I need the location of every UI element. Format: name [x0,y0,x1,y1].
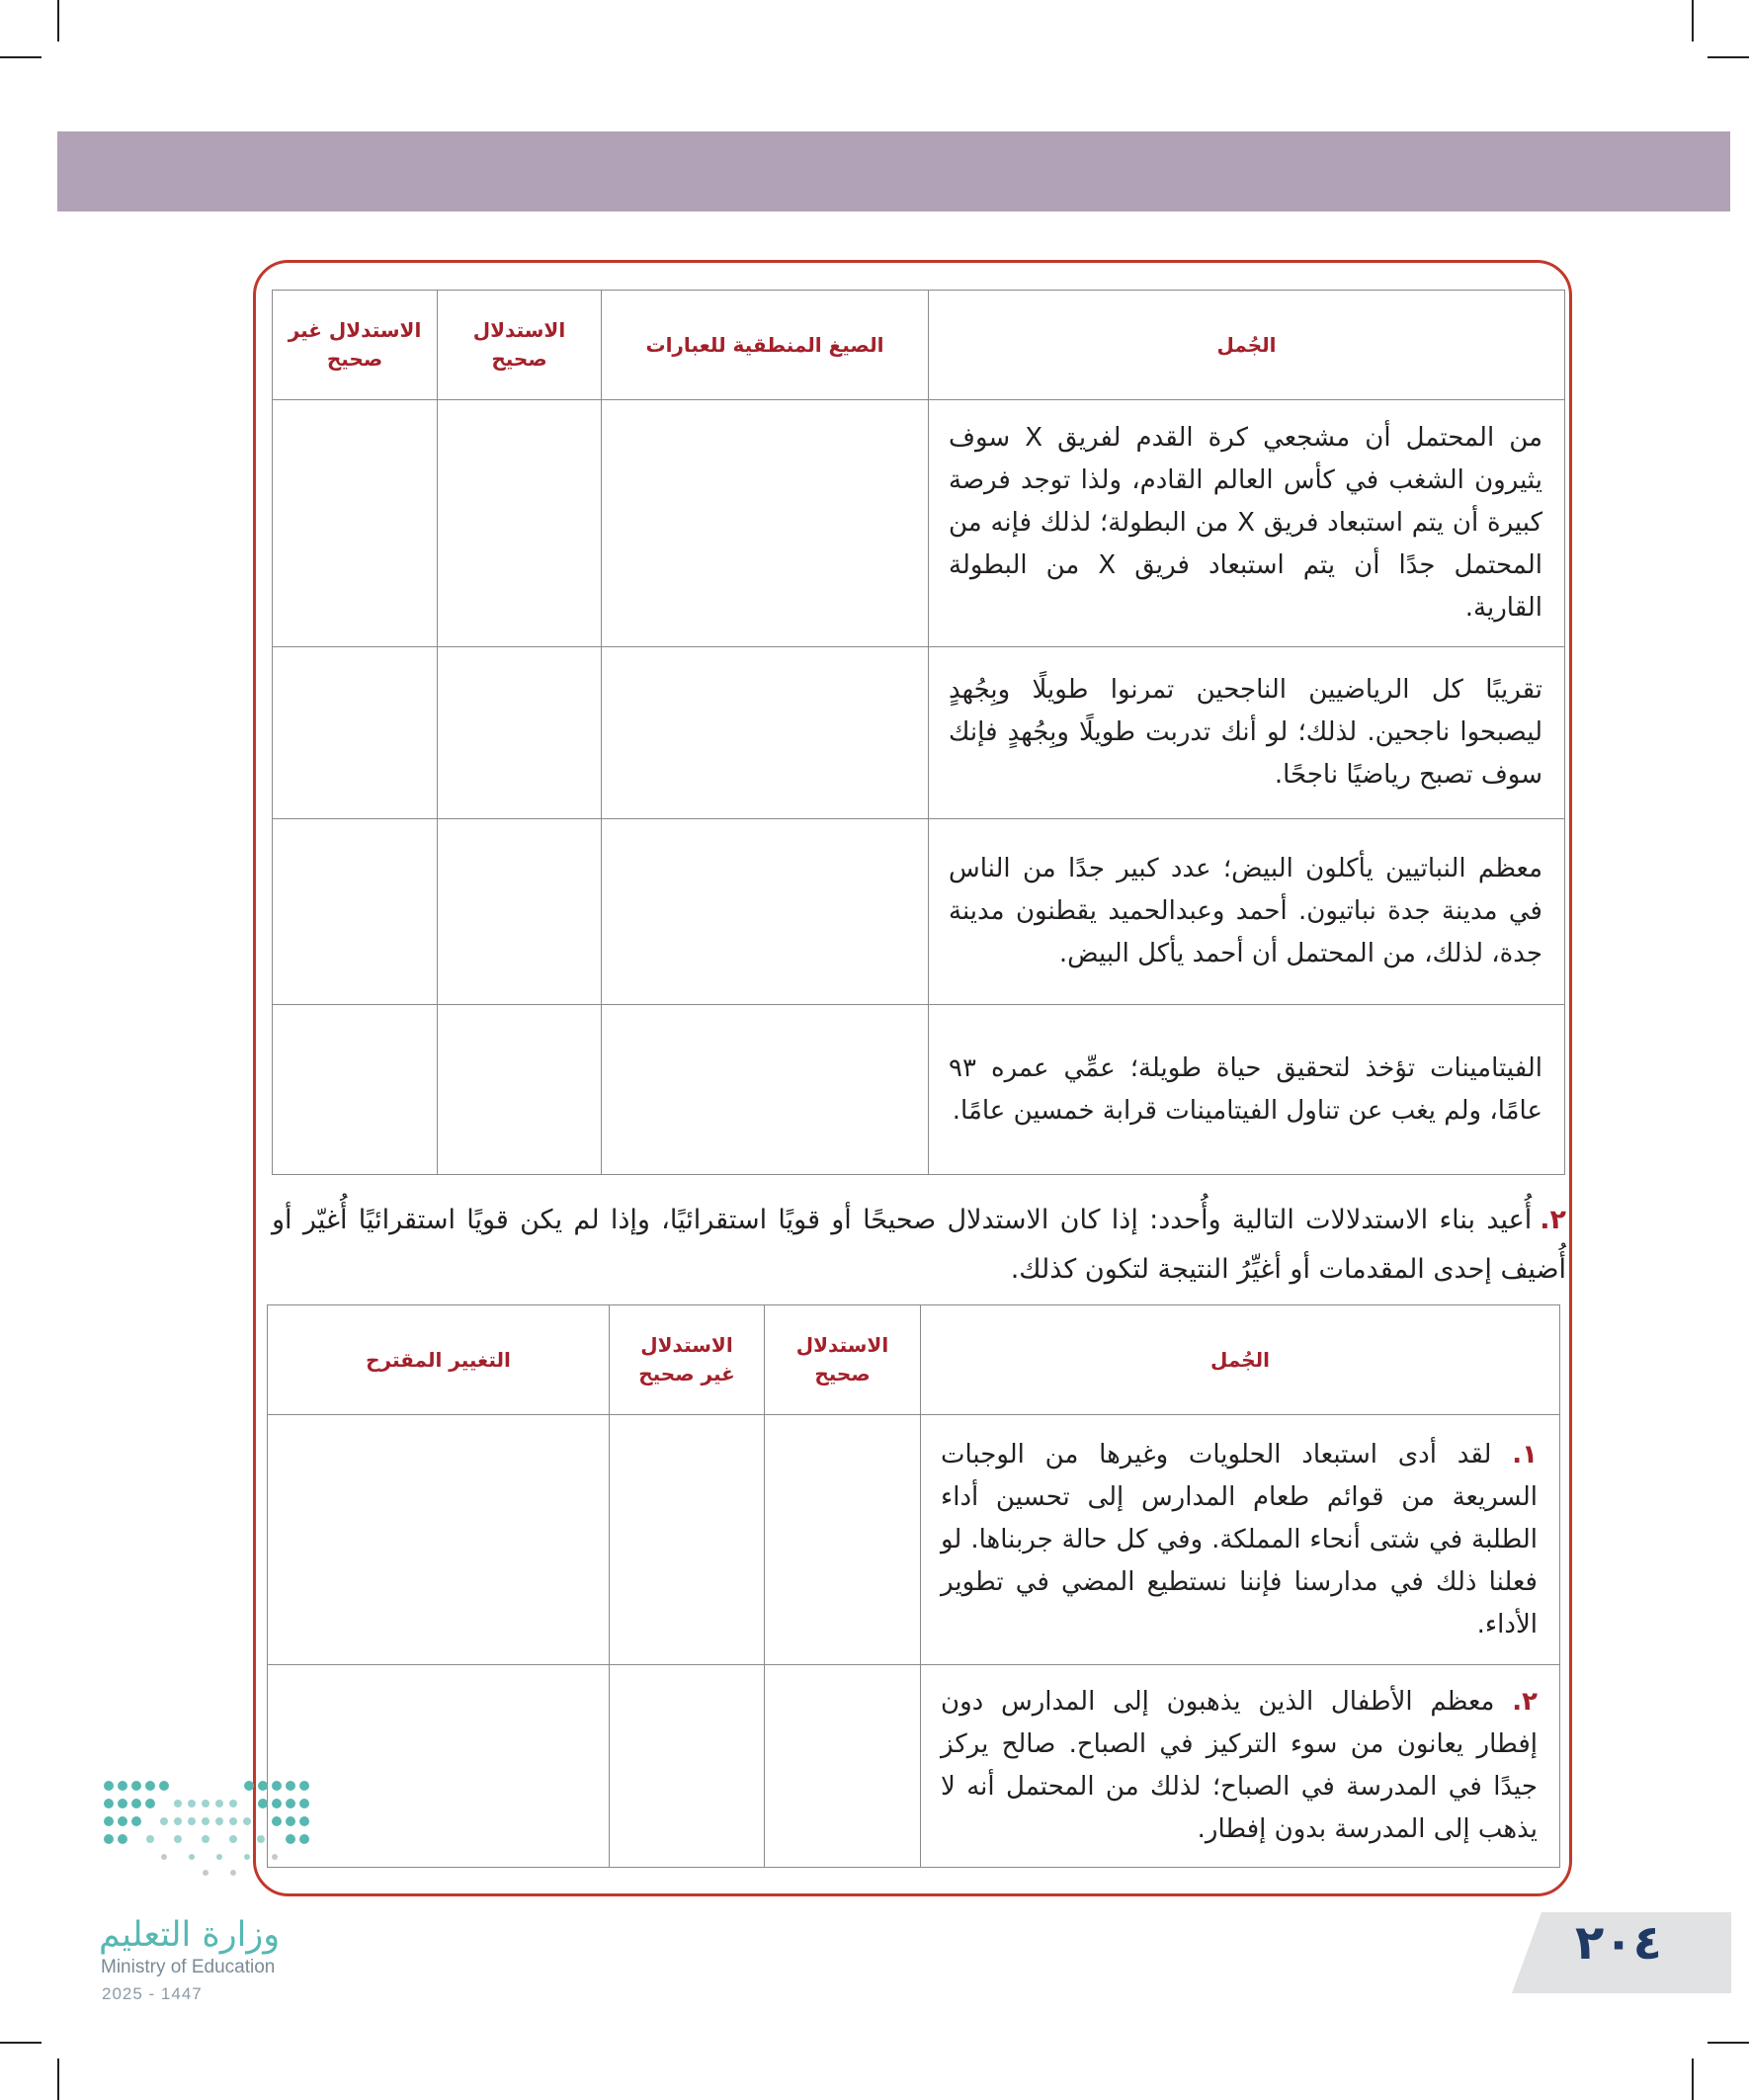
table-row [273,819,1565,1005]
header-invalid: الاستدلال غير صحيح [273,291,438,400]
sentence-cell: من المحتمل أن مشجعي كرة القدم لفريق X سوف يثيرون الشغب في كأس العالم القادم، ولذا توجد فرصة كبيرة أن يتم استبعاد فريق X من البطولة؛ لذلك فإنه من المحتمل جدًا أن يتم استبعاد فريق X من البطولة القارية. [929,400,1565,647]
valid-cell[interactable] [438,819,602,1005]
logical-form-cell[interactable] [602,819,929,1005]
crop-mark [0,2042,42,2044]
sentence-cell: معظم النباتيين يأكلون البيض؛ عدد كبير جدًا من الناس في مدينة جدة نباتيون. أحمد وعبدالحميد يقطنون مدينة جدة، لذلك، من المحتمل أن أحمد يأكل البيض. [929,819,1565,1005]
sentence-number: ١. [1512,1439,1538,1470]
sentence-cell [921,1415,1560,1665]
reasoning-table-2 [267,1304,1560,1868]
sentence-text: لقد أدى استبعاد الحلويات وغيرها من الوجبات السريعة من قوائم طعام المدارس إلى تحسين أداء الطلبة في شتى أنحاء المملكة. وفي كل حالة جربناها. لو فعلنا ذلك في مدارسنا فإننا نستطيع المضي في تطوير الأداء. [941,1439,1538,1639]
invalid-cell[interactable] [610,1665,765,1868]
crop-mark [0,56,42,58]
header-sentences: الجُمل [921,1305,1560,1415]
crop-mark [1707,56,1749,58]
header-valid: الاستدلال صحيح [438,291,602,400]
sentence-cell [921,1665,1560,1868]
crop-mark [57,2058,59,2100]
table-header-row [273,291,1565,400]
table-header-row [268,1305,1560,1415]
ministry-logo-dots-icon [99,1774,321,1897]
exercise-number: ٢. [1540,1205,1566,1235]
table-row [268,1415,1560,1665]
exercise-instruction [272,1196,1566,1295]
instruction-text: أُعيد بناء الاستدلالات التالية وأُحدد: إذا كان الاستدلال صحيحًا أو قويًا استقرائيًا، وإذا لم يكن قويًا استقرائيًا أُغيّر أو أُضيف إحدى المقدمات أو أغيِّرُ النتيجة لتكون كذلك. [272,1205,1566,1285]
crop-mark [1707,2042,1749,2044]
header-logical-forms: الصيغ المنطقية للعبارات [602,291,929,400]
table-row [273,1005,1565,1175]
valid-cell[interactable] [438,400,602,647]
valid-cell[interactable] [438,647,602,819]
valid-cell[interactable] [765,1415,921,1665]
table-row [273,647,1565,819]
valid-cell[interactable] [438,1005,602,1175]
header-valid: الاستدلال صحيح [765,1305,921,1415]
crop-mark [57,0,59,42]
sentence-number: ٢. [1512,1687,1538,1717]
logical-form-cell[interactable] [602,400,929,647]
ministry-name-arabic: وزارة التعليم [99,1915,281,1955]
crop-mark [1692,2058,1694,2100]
header-suggested-change: التغيير المقترح [268,1305,610,1415]
header-band [57,131,1730,211]
table-row [273,400,1565,647]
invalid-cell[interactable] [273,400,438,647]
crop-mark [1692,0,1694,42]
header-sentences: الجُمل [929,291,1565,400]
logical-form-cell[interactable] [602,647,929,819]
sentence-cell: الفيتامينات تؤخذ لتحقيق حياة طويلة؛ عمِّي عمره ٩٣ عامًا، ولم يغب عن تناول الفيتامينات قرابة خمسين عامًا. [929,1005,1565,1175]
logical-form-cell[interactable] [602,1005,929,1175]
header-invalid: الاستدلال غير صحيح [610,1305,765,1415]
invalid-cell[interactable] [610,1415,765,1665]
invalid-cell[interactable] [273,819,438,1005]
page-number: ٢٠٤ [1575,1915,1662,1971]
edition-year: 2025 - 1447 [102,1984,203,2003]
suggested-change-cell[interactable] [268,1415,610,1665]
table-row [268,1665,1560,1868]
reasoning-table-1 [272,290,1565,1175]
valid-cell[interactable] [765,1665,921,1868]
invalid-cell[interactable] [273,647,438,819]
sentence-text: معظم الأطفال الذين يذهبون إلى المدارس دون إفطار يعانون من سوء التركيز في الصباح. صالح يركز جيدًا في المدرسة في الصباح؛ لذلك من المحتمل أنه لا يذهب إلى المدرسة بدون إفطار. [941,1687,1538,1844]
sentence-cell: تقريبًا كل الرياضيين الناجحين تمرنوا طويلًا وبِجُهدٍ ليصبحوا ناجحين. لذلك؛ لو أنك تدربت طويلًا وبِجُهدٍ فإنك سوف تصبح رياضيًا ناجحًا. [929,647,1565,819]
invalid-cell[interactable] [273,1005,438,1175]
ministry-name-english: Ministry of Education [101,1957,276,1977]
